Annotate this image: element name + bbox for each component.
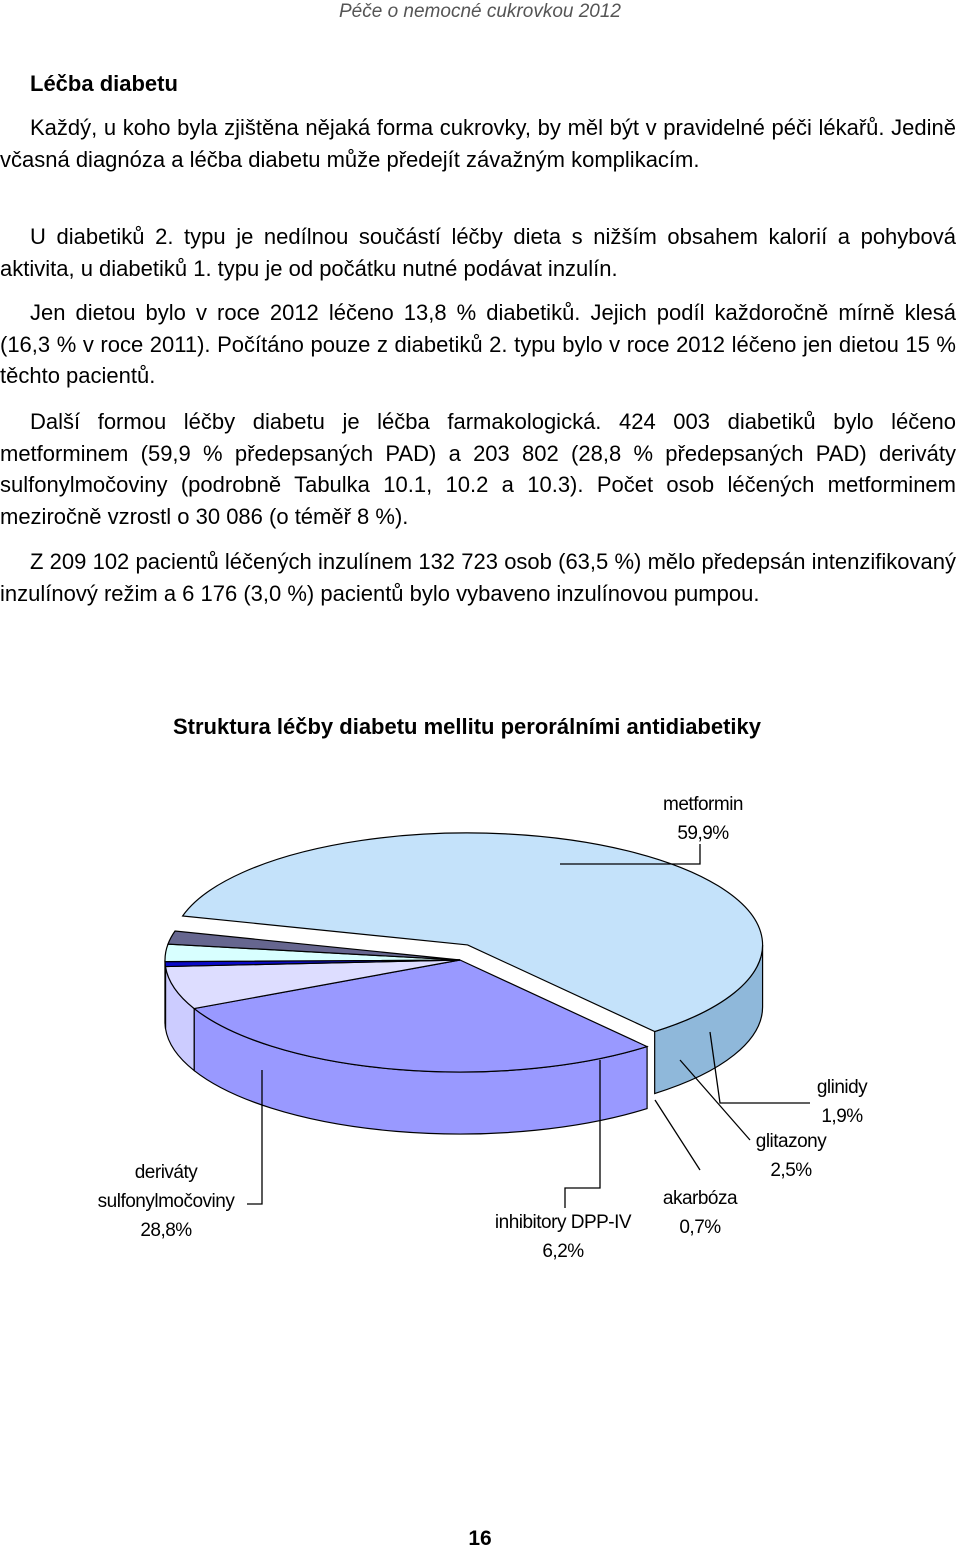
label-sulfonylurea-name: deriváty sulfonylmočoviny [97, 1162, 235, 1212]
body-paragraph: U diabetiků 2. typu je nedílnou součástí léčby dieta s nižším obsahem kalorií a pohybová aktivita, u diabetiků 1. typu je od počátku nutné podávat inzulín. [0, 224, 956, 281]
label-dpp4-name: inhibitory DPP-IV [494, 1212, 632, 1233]
running-header: Péče o nemocné cukrovkou 2012 [338, 1, 621, 22]
label-acarbose [640, 1184, 760, 1242]
label-glinides-value: 1,9% [821, 1106, 863, 1127]
body-paragraph: Další formou léčby diabetu je léčba farmakologická. 424 003 diabetiků bylo léčeno metforminem (59,9 % předepsaných PAD) a 203 802 (28,8 % předepsaných PAD) deriváty sulfonylmočoviny (podrobně Tabulka 10.1, 10.2 a 10.3). Počet osob léčených metforminem meziročně vzrostl o 30 086 (o téměř 8 %). [0, 409, 956, 529]
label-metformin-value: 59,9% [677, 823, 729, 844]
leader-acarbose [655, 1100, 700, 1170]
label-acarbose-value: 0,7% [679, 1217, 721, 1238]
label-acarbose-name: akarbóza [662, 1188, 738, 1209]
label-glinides [800, 1073, 884, 1131]
label-sulfonylurea [86, 1158, 246, 1245]
page-number: 16 [468, 1527, 492, 1550]
label-metformin-name: metformin [663, 794, 743, 815]
body-paragraph: Každý, u koho byla zjištěna nějaká forma cukrovky, by měl být v pravidelné péči lékařů. Jedině včasná diagnóza a léčba diabetu může předejít závažným komplikacím. [0, 115, 956, 172]
label-glitazones-value: 2,5% [770, 1160, 812, 1181]
body-paragraph: Jen dietou bylo v roce 2012 léčeno 13,8 % diabetiků. Jejich podíl každoročně mírně klesá (16,3 % v roce 2011). Počítáno pouze z diabetiků 2. typu bylo v roce 2012 léčeno jen dietou 15 % těchto pacientů. [0, 300, 956, 388]
body-paragraph: Z 209 102 pacientů léčených inzulínem 132 723 osob (63,5 %) mělo předepsán intenzifikovaný inzulínový režim a 6 176 (3,0 %) pacientů bylo vybaveno inzulínovou pumpou. [0, 549, 956, 606]
label-glitazones [740, 1127, 842, 1185]
section-title: Léčba diabetu [30, 71, 178, 96]
label-sulfonylurea-value: 28,8% [140, 1220, 192, 1241]
label-dpp4 [483, 1208, 643, 1266]
label-metformin [640, 790, 766, 848]
label-glitazones-name: glitazony [755, 1131, 827, 1152]
chart-title: Struktura léčby diabetu mellitu perorálními antidiabetiky [172, 714, 762, 739]
label-dpp4-value: 6,2% [542, 1241, 584, 1262]
label-glinides-name: glinidy [816, 1077, 868, 1098]
